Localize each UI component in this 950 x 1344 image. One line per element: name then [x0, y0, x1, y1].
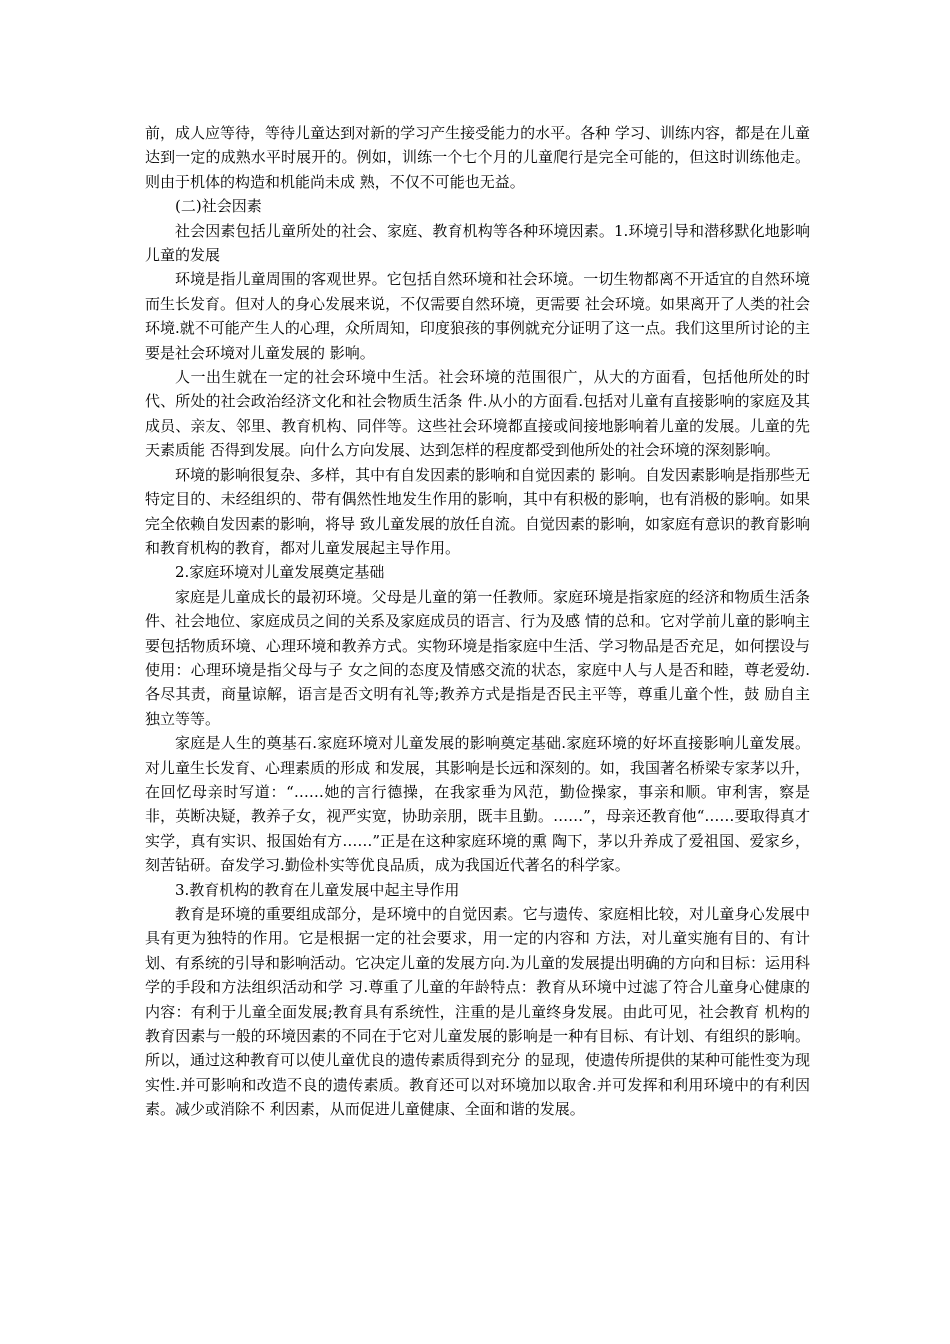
paragraph-social-factors-intro: 社会因素包括儿童所处的社会、家庭、教育机构等各种环境因素。1.环境引导和潜移默化地影响儿童的发展	[145, 221, 810, 265]
paragraph-family-foundation: 家庭是人生的奠基石.家庭环境对儿童发展的影响奠定基础.家庭环境的好坏直接影响儿童发展。对儿童生长发育、心理素质的形成 和发展，其影响是长远和深刻的。如，我国著名桥梁专家茅以升，在回忆母亲时写道：“……她的言行德操，在我家垂为风范，勤俭操家，事亲和顺。审利害，察是 非，英断决疑，教养子女，视严实宽，协助亲朋，既丰且勤。……”，母亲还教育他“……要取得真才实学，真有实识、报国始有方……”正是在这种家庭环境的熏 陶下，茅以升养成了爱祖国、爱家乡，刻苦钻研。奋发学习.勤俭朴实等优良品质，成为我国近代著名的科学家。	[145, 734, 810, 875]
paragraph-continuation: 前，成人应等待，等待儿童达到对新的学习产生接受能力的水平。各种 学习、训练内容，都是在儿童达到一定的成熟水平时展开的。例如，训练一个七个月的儿童爬行是完全可能的，但这时训练他走。则由于机体的构造和机能尚未成 熟，不仅不可能也无益。	[145, 124, 810, 191]
paragraph-environment-definition: 环境是指儿童周围的客观世界。它包括自然环境和社会环境。一切生物都离不开适宜的自然环境而生长发育。但对人的身心发展来说，不仅需要自然环境，更需要 社会环境。如果离开了人类的社会环境.就不可能产生人的心理，众所周知，印度狼孩的事例就充分证明了这一点。我们这里所讨论的主要是社会环境对儿童发展的 影响。	[145, 270, 810, 362]
paragraph-education-role: 教育是环境的重要组成部分，是环境中的自觉因素。它与遗传、家庭相比较，对儿童身心发展中具有更为独特的作用。它是根据一定的社会要求，用一定的内容和 方法，对儿童实施有目的、有计划、有系统的引导和影响活动。它决定儿童的发展方向.为儿童的发展提出明确的方向和目标：运用科学的手段和方法组织活动和学 习.尊重了儿童的年龄特点：教育从环境中过滤了符合儿童身心健康的内容：有利于儿童全面发展;教育具有系统性，注重的是儿童终身发展。由此可见，社会教育 机构的教育因素与一般的环境因素的不同在于它对儿童发展的影响是一种有目标、有计划、有组织的影响。所以，通过这种教育可以使儿童优良的遗传素质得到充分 的显现，使遗传所提供的某种可能性变为现实性.并可影响和改造不良的遗传素质。教育还可以对环境加以取舍.并可发挥和利用环境中的有利因素。减少或消除不 利因素，从而促进儿童健康、全面和谐的发展。	[145, 905, 810, 1119]
section-heading-family-environment: 2.家庭环境对儿童发展奠定基础	[175, 563, 385, 582]
paragraph-social-environment: 人一出生就在一定的社会环境中生活。社会环境的范围很广，从大的方面看，包括他所处的时代、所处的社会政治经济文化和社会物质生活条 件.从小的方面看.包括对儿童有直接影响的家庭及其成员、亲友、邻里、教育机构、同伴等。这些社会环境都直接或间接地影响着儿童的发展。儿童的先天素质能 否得到发展。向什么方向发展、达到怎样的程度都受到他所处的社会环境的深刻影响。	[145, 368, 810, 460]
section-heading-education-institutions: 3.教育机构的教育在儿童发展中起主导作用	[175, 880, 460, 899]
document-page	[145, 121, 810, 1122]
paragraph-environment-influence: 环境的影响很复杂、多样，其中有自发因素的影响和自觉因素的 影响。自发因素影响是指那些无特定目的、未经组织的、带有偶然性地发生作用的影响，其中有积极的影响，也有消极的影响。如果完全依赖自发因素的影响，将导 致儿童发展的放任自流。自觉因素的影响，如家庭有意识的教育影响和教育机构的教育，都对儿童发展起主导作用。	[145, 465, 810, 557]
section-heading-social-factors: (二)社会因素	[175, 197, 262, 216]
paragraph-family-environment: 家庭是儿童成长的最初环境。父母是儿童的第一任教师。家庭环境是指家庭的经济和物质生活条件、社会地位、家庭成员之间的关系及家庭成员的语言、行为及感 情的总和。它对学前儿童的影响主要包括物质环境、心理环境和教养方式。实物环境是指家庭中生活、学习物品是否充足，如何摆设与使用：心理环境是指父母与子 女之间的态度及情感交流的状态，家庭中人与人是否和睦，尊老爱幼.各尽其责，商量谅解，语言是否文明有礼等;教养方式是指是否民主平等，尊重儿童个性，鼓 励自主独立等等。	[145, 587, 810, 728]
